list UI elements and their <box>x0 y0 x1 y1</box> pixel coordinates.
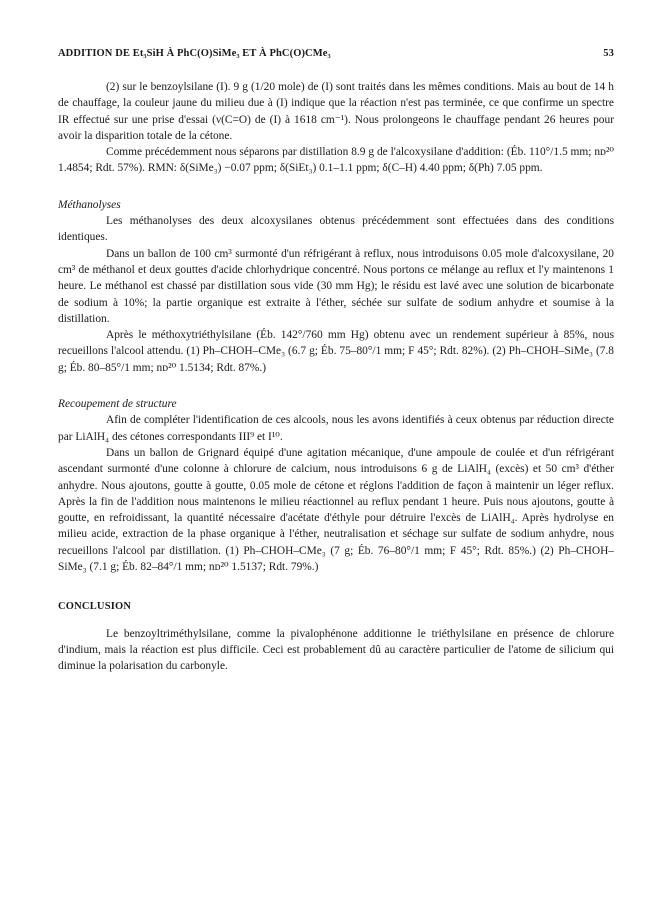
paragraph-recoupement-procedure: Dans un ballon de Grignard équipé d'une agitation mécanique, d'une ampoule de coulée et d'un réfrigérant ascendant surmonté d'une colonne à chlorure de calcium, nous introduisons 6 g de LiAlH₄ (excès) et 50 cm³ d'éther anhydre. Nous ajoutons, goutte à goutte, 0.05 mole de cétone et réglons l'addition de façon à maintenir un léger reflux. Après la fin de l'addition nous maintenons le milieu réactionnel au reflux pendant 1 heure. Puis nous ajoutons, goutte à goutte, en refroidissant, la quantité nécessaire d'acétate d'éthyle pour détruire l'excès de LiAlH₄. Après hydrolyse en milieu acide, extraction de la phase organique à l'éther, neutralisation et séchage sur sulfate de sodium anhydre, nous recueillons l'alcool par distillation. (1) Ph–CHOH–CMe₃ (7 g; Éb. 76–80°/1 mm; F 45°; Rdt. 85%.) (2) Ph–CHOH–SiMe₃ (7.1 g; Éb. 82–84°/1 mm; nᴅ²⁰ 1.5137; Rdt. 79%.) <box>58 446 614 574</box>
running-header <box>58 48 614 64</box>
heading-recoupement: Recoupement de structure <box>58 398 177 411</box>
paragraph-methanolyses-intro: Les méthanolyses des deux alcoxysilanes obtenus précédemment sont effectuées dans des conditions identiques. <box>58 215 614 244</box>
paragraph-distillation: Comme précédemment nous séparons par distillation 8.9 g de l'alcoxysilane d'addition: (Éb. 110°/1.5 mm; nᴅ²⁰ 1.4854; Rdt. 57%). RMN: δ(SiMe₃) −0.07 ppm; δ(SiEt₃) 0.1–1.1 ppm; δ(C–H) 4.40 ppm; δ(Ph) 7.05 ppm. <box>58 146 614 175</box>
paragraph-recoupement-intro: Afin de compléter l'identification de ces alcools, nous les avons identifiés à ceux obtenus par réduction directe par LiAlH₄ des cétones correspondants III⁹ et I¹⁰. <box>58 414 614 443</box>
paragraph-benzoylsilane: (2) sur le benzoylsilane (I). 9 g (1/20 mole) de (I) sont traités dans les mêmes conditions. Mais au bout de 14 h de chauffage, la couleur jaune du milieu due à (I) indique que la réaction n'est pas terminée, ce que confirme un spectre IR effectué sur une prise d'essai (ν(C=O) de (I) à 1618 cm⁻¹). Nous prolongeons le chauffage pendant 26 heures pour avoir la disparition totale de la cétone. <box>58 81 614 142</box>
running-title: ADDITION DE Et₃SiH À PhC(O)SiMe₃ ET À PhC(O)CMe₃ <box>58 48 331 59</box>
heading-conclusion: CONCLUSION <box>58 601 132 613</box>
paragraph-methanolyses-procedure: Dans un ballon de 100 cm³ surmonté d'un réfrigérant à reflux, nous introduisons 0.05 mole d'alcoxysilane, 20 cm³ de méthanol et deux gouttes d'acide chlorhydrique concentré. Nous portons ce mélange au reflux et l'y maintenons 1 heure. Le méthanol est chassé par distillation sous vide (30 mm Hg); le résidu est lavé avec une solution de bicarbonate de sodium à 10%; la partie organique est extraite à l'éther, séchée sur sulfate de sodium anhydre et soumise à la distillation. <box>58 247 614 325</box>
paragraph-methanolyses-results: Après le méthoxytriéthylsilane (Éb. 142°/760 mm Hg) obtenu avec un rendement supérieur à 85%, nous recueillons l'alcool attendu. (1) Ph–CHOH–CMe₃ (6.7 g; Éb. 75–80°/1 mm; F 45°; Rdt. 82%). (2) Ph–CHOH–SiMe₃ (7.8 g; Éb. 80–85°/1 mm; nᴅ²⁰ 1.5134; Rdt. 87%.) <box>58 329 614 374</box>
page-body <box>58 79 614 675</box>
heading-methanolyses: Méthanolyses <box>58 198 121 211</box>
paragraph-conclusion: Le benzoyltriméthylsilane, comme la pivalophénone additionne le triéthylsilane en présence de chlorure d'indium, mais la réaction est plus difficile. Ceci est probablement dû au caractère particulier de l'atome de silicium qui diminue la polarisation du carbonyle. <box>58 627 614 673</box>
page-number: 53 <box>603 48 614 59</box>
